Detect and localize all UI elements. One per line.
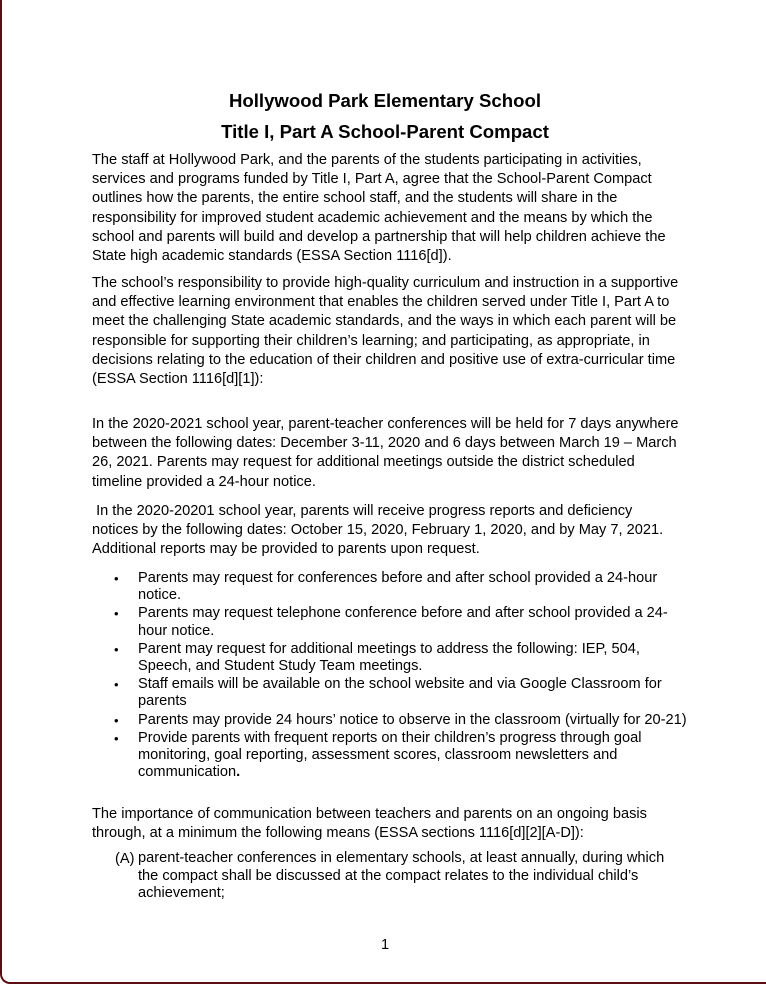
bullet-icon: •	[114, 641, 119, 657]
reports-paragraph: In the 2020-20201 school year, parents will receive progress reports and deficiency notices by the following dates: October 15, 2020, February 1, 2020, and by May 7, 2021. Additional reports may be provided to parents upon request.	[92, 503, 667, 558]
list-item-text: Parents may provide 24 hours’ notice to observe in the classroom (virtually for 20-21)	[138, 711, 687, 728]
list-item	[92, 641, 692, 675]
list-item-text: Parents may request telephone conference before and after school provided a 24-hour notice.	[138, 605, 668, 639]
bullet-icon: •	[114, 730, 119, 746]
list-item-text: Parent may request for additional meetings to address the following: IEP, 504, Speech, and Student Study Team meetings.	[138, 640, 640, 675]
list-item	[92, 570, 692, 604]
bullet-icon: •	[114, 677, 119, 693]
page-number: 1	[380, 937, 390, 953]
bullet-icon: •	[114, 606, 119, 622]
list-item	[92, 730, 692, 782]
intro-paragraph: The staff at Hollywood Park, and the parents of the students participating in activities, services and programs funded by Title I, Part A, agree that the School-Parent Compact outlines how the parents, the entire school staff, and the students will share in the responsibility for improved student academic achievement and the means by which the school and parents will build and develop a partnership that will help children achieve the State high academic standards (ESSA Section 1116[d]).	[92, 152, 666, 265]
list-item-text: Staff emails will be available on the school website and via Google Classroom for parents	[138, 676, 662, 710]
responsibility-paragraph: The school’s responsibility to provide high-quality curriculum and instruction in a supportive and effective learning environment that enables the children served under Title I, Part A to meet the challenging State academic standards, and the ways in which each parent will be responsible for supporting their children’s learning; and participating, as appropriate, in decisions relating to the education of their children and positive use of extra-curricular time (ESSA Section 1116[d][1]):	[92, 275, 679, 388]
list-item-text: Provide parents with frequent reports on their children’s progress through goal monitoring, goal reporting, assessment scores, classroom newsletters and communication	[138, 729, 642, 781]
bold-period: .	[236, 764, 241, 781]
list-item-text: Parents may request for conferences before and after school provided a 24-hour notice.	[138, 570, 658, 604]
list-item	[92, 712, 692, 729]
list-item-a-label: (A)	[115, 851, 135, 867]
bullet-icon: •	[114, 712, 119, 728]
bullet-icon: •	[114, 571, 119, 586]
school-name-heading: Hollywood Park Elementary School	[228, 90, 542, 111]
conferences-paragraph: In the 2020-2021 school year, parent-teacher conferences will be held for 7 days anywhere between the following dates: December 3-11, 2020 and 6 days between March 19 – March 26, 2021. Parents may request for additional meetings outside the district scheduled timeline provided a 24-hour notice.	[92, 416, 679, 490]
list-item-a-text: parent-teacher conferences in elementary schools, at least annually, during which the compact shall be discussed at the compact relates to the individual child’s achievement;	[138, 850, 665, 902]
compact-title-heading: Title I, Part A School-Parent Compact	[221, 121, 549, 142]
list-item	[92, 676, 692, 710]
list-item	[92, 605, 692, 639]
communication-paragraph: The importance of communication between teachers and parents on an ongoing basis through, at a minimum the following means (ESSA sections 1116[d][2][A-D]):	[92, 806, 647, 842]
bullet-list	[92, 570, 692, 782]
